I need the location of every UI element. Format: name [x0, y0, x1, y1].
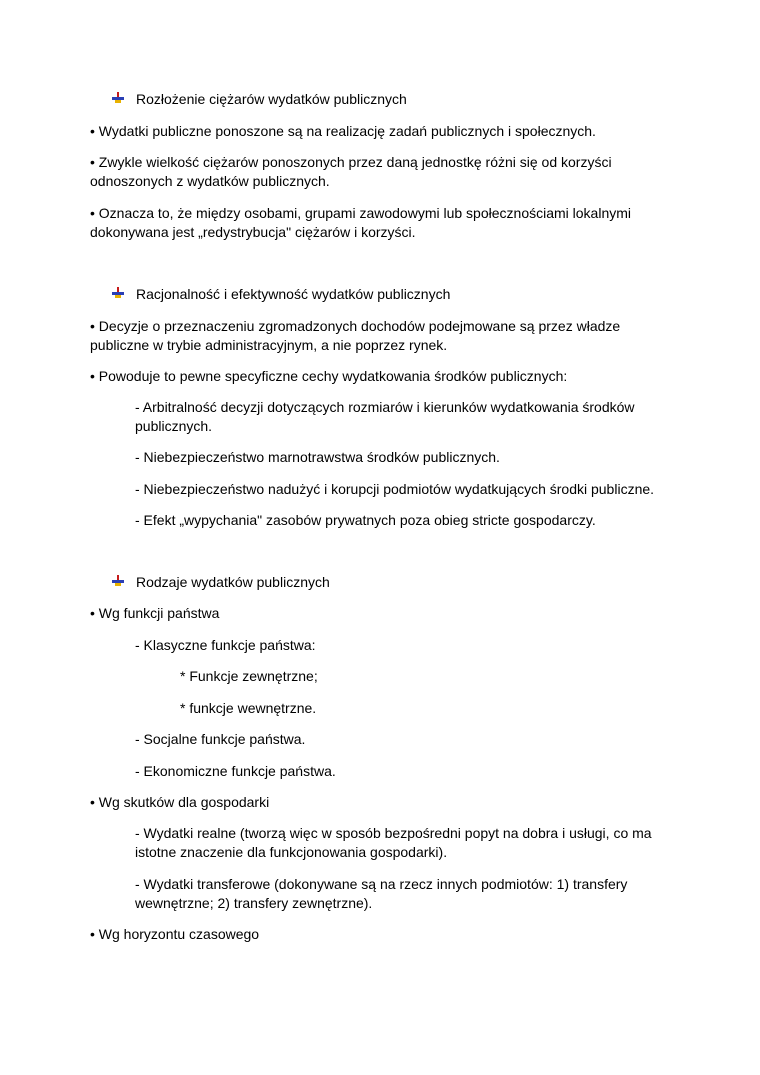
paragraph-line: - Wydatki transferowe (dokonywane są na rzecz innych podmiotów: 1) transfery	[135, 876, 628, 892]
paragraph-line: - Efekt „wypychania" zasobów prywatnych poza obieg stricte gospodarczy.	[135, 512, 596, 528]
paragraph-line: • Wg skutków dla gospodarki	[90, 794, 270, 810]
paragraph-line: • Zwykle wielkość ciężarów ponoszonych przez daną jednostkę różni się od korzyści	[90, 154, 612, 170]
paragraph-line: - Wydatki realne (tworzą więc w sposób bezpośredni popyt na dobra i usługi, co ma	[135, 825, 652, 841]
paragraph-line: wewnętrzne; 2) transfery zewnętrzne).	[135, 895, 373, 911]
section-heading: Rozłożenie ciężarów wydatków publicznych	[136, 91, 407, 107]
paragraph-line: publicznych.	[135, 418, 213, 434]
paragraph-line: istotne znaczenie dla funkcjonowania gospodarki).	[135, 844, 448, 860]
flag-bullet-icon	[111, 286, 125, 300]
paragraph-line: • Oznacza to, że między osobami, grupami zawodowymi lub społecznościami lokalnymi	[90, 205, 632, 221]
paragraph-line: - Arbitralność decyzji dotyczących rozmiarów i kierunków wydatkowania środków	[135, 399, 635, 415]
paragraph-line: - Ekonomiczne funkcje państwa.	[135, 763, 336, 779]
paragraph-line: • Powoduje to pewne specyficzne cechy wydatkowania środków publicznych:	[90, 368, 568, 384]
flag-bullet-icon	[111, 574, 125, 588]
paragraph-line: • Wg funkcji państwa	[90, 605, 220, 621]
section-heading: Rodzaje wydatków publicznych	[136, 574, 330, 590]
paragraph-line: - Klasyczne funkcje państwa:	[135, 637, 316, 653]
paragraph-line: dokonywana jest „redystrybucja" ciężarów i korzyści.	[90, 224, 416, 240]
paragraph-line: * Funkcje zewnętrzne;	[180, 668, 318, 684]
section-heading: Racjonalność i efektywność wydatków publicznych	[136, 286, 451, 302]
paragraph-line: - Niebezpieczeństwo marnotrawstwa środków publicznych.	[135, 449, 500, 465]
paragraph-line: - Socjalne funkcje państwa.	[135, 731, 306, 747]
paragraph-line: • Decyzje o przeznaczeniu zgromadzonych dochodów podejmowane są przez władze	[90, 318, 621, 334]
paragraph-line: publiczne w trybie administracyjnym, a nie poprzez rynek.	[90, 337, 448, 353]
paragraph-line: odnoszonych z wydatków publicznych.	[90, 173, 330, 189]
paragraph-line: • Wydatki publiczne ponoszone są na realizację zadań publicznych i społecznych.	[90, 123, 596, 139]
paragraph-line: - Niebezpieczeństwo nadużyć i korupcji podmiotów wydatkujących środki publiczne.	[135, 481, 655, 497]
paragraph-line: • Wg horyzontu czasowego	[90, 926, 260, 942]
flag-bullet-icon	[111, 91, 125, 105]
paragraph-line: * funkcje wewnętrzne.	[180, 700, 317, 716]
